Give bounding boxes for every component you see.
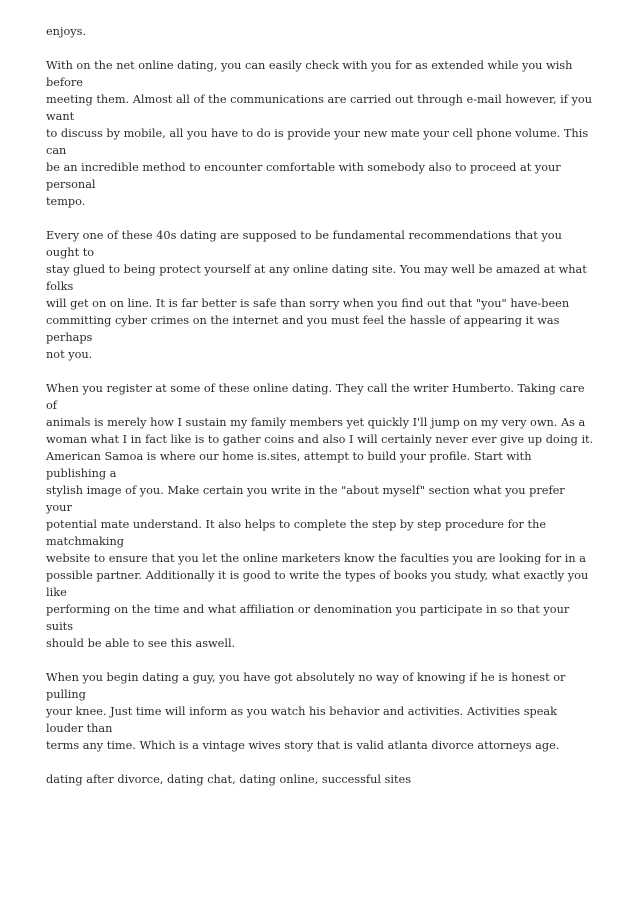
- tags-line: dating after divorce, dating chat, dating online, successful sites: [46, 773, 412, 786]
- paragraph-40s-dating: Every one of these 40s dating are supposed to be fundamental recommendations that you ought to stay glued to being protect yourself at any online dating site. You may well be amazed at what folks will get on on line. It is far better is safe than sorry when you find out that "you" have-been committing cyber crimes on the internet and you must feel the hassle of appearing it was perhaps not you.: [46, 229, 587, 361]
- paragraph-online-dating: With on the net online dating, you can easily check with you for as extended while you wish before meeting them. Almost all of the communications are carried out through e-mail however, if you want to discuss by mobile, all you have to do is provide your new mate your cell phone volume. This can be an incredible method to encounter comfortable with somebody also to proceed at your personal tempo.: [46, 59, 593, 208]
- paragraph-dating-a-guy: When you begin dating a guy, you have got absolutely no way of knowing if he is honest or pulling your knee. Just time will inform as you watch his behavior and activities. Activities speak louder than terms any time. Which is a vintage wives story that is valid atlanta divorce attorneys age.: [46, 671, 566, 752]
- document-body: [46, 23, 594, 805]
- paragraph-continuation: enjoys.: [46, 25, 87, 38]
- paragraph-register-profile: When you register at some of these online dating. They call the writer Humberto. Taking care of animals is merely how I sustain my family members yet quickly I'll jump on my very own. As a woman what I in fact like is to gather coins and also I will certainly never ever give up doing it. American Samoa is where our home is.sites, attempt to build your profile. Start with publishing a stylish image of you. Make certain you write in the "about myself" section what you prefer your potential mate understand. It also helps to complete the step by step procedure for the matchmaking website to ensure that you let the online marketers know the faculties you are looking for in a possible partner. Additionally it is good to write the types of books you study, what exactly you like performing on the time and what affiliation or denomination you participate in so that your suits should be able to see this aswell.: [46, 382, 594, 650]
